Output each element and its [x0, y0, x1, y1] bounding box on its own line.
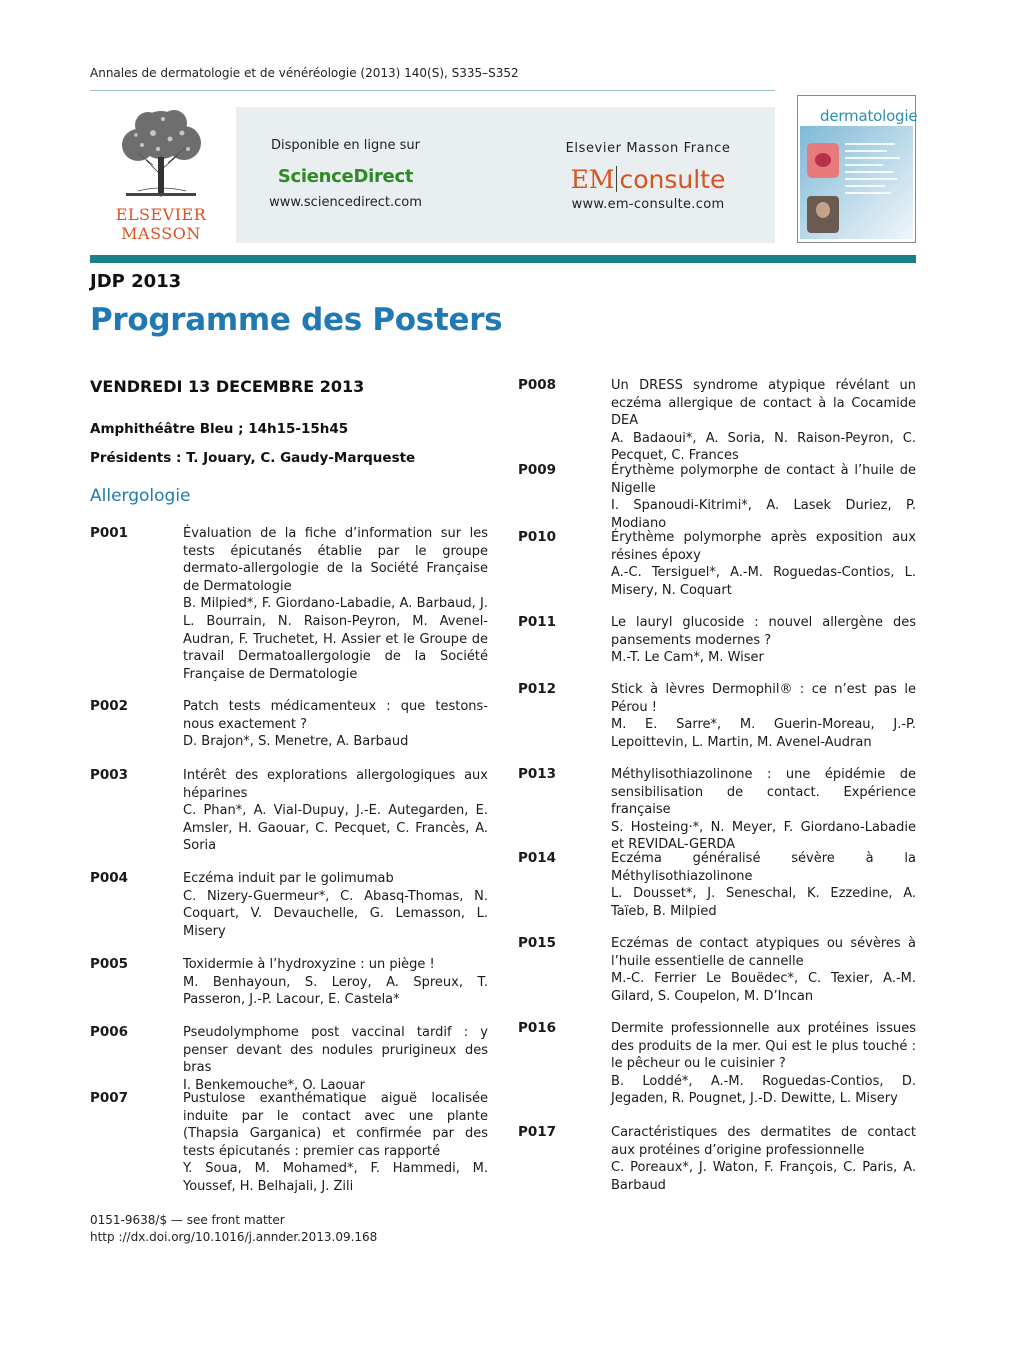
poster-authors: D. Brajon*, S. Menetre, A. Barbaud: [183, 734, 409, 750]
poster-title: Eczéma induit par le golimumab: [183, 871, 394, 886]
poster-text: [611, 850, 916, 920]
poster-text: [611, 529, 916, 599]
poster-title: Pustulose exanthématique aiguë localisée induite par le contact avec une plante (Thapsia Garganica) et confirmée par des tests épicutanés : premier cas rapporté: [183, 1091, 488, 1159]
sciencedirect-block: [236, 107, 455, 243]
elsevier-masson-logo: [108, 105, 214, 243]
availability-banner: [236, 107, 775, 243]
session-date: VENDREDI 13 DECEMBRE 2013: [90, 377, 365, 396]
poster-id: P003: [90, 767, 129, 783]
cover-contents-lines: [845, 143, 905, 199]
publisher-name-line1: ELSEVIER: [115, 205, 207, 224]
online-availability-label: Disponible en ligne sur: [270, 138, 421, 153]
publisher-name-line2: MASSON: [121, 224, 201, 243]
elsevier-tree-icon: [108, 105, 214, 201]
poster-title: Évaluation de la fiche d’information sur les tests épicutanés établie par le groupe dermato-allergologie de la Société Française de Dermatologie: [183, 526, 488, 594]
poster-text: [183, 525, 488, 683]
poster-title: Caractéristiques des dermatites de contact aux protéines d’origine professionnelle: [611, 1125, 916, 1158]
doi-link[interactable]: http ://dx.doi.org/10.1016/j.annder.2013.09.168: [90, 1230, 378, 1244]
header-rule: [90, 90, 775, 91]
poster-authors: M.-T. Le Cam*, M. Wiser: [611, 650, 764, 666]
sciencedirect-logo: ScienceDirect: [277, 166, 414, 187]
poster-title: Dermite professionnelle aux protéines issues des produits de la mer. Qui est le plus touché : le pêcheur ou le cuisinier ?: [611, 1021, 916, 1072]
poster-authors: C. Nizery-Guermeur*, C. Abasq-Thomas, N. Coquart, V. Devauchelle, G. Lemasson, L. Misery: [183, 888, 488, 939]
poster-authors: B. Milpied*, F. Giordano-Labadie, A. Barbaud, J. L. Bourrain, N. Raison-Peyron, M. Avenel-Audran, F. Truchetet, H. Assier et le Groupe de travail Dermatoallergologie de la Société Française de Dermatologie: [183, 596, 488, 682]
poster-text: [611, 462, 916, 532]
poster-authors: Y. Soua, M. Mohamed*, F. Hammedi, M. Youssef, H. Belhajali, J. Zili: [183, 1161, 488, 1194]
conference-label: JDP 2013: [90, 271, 182, 292]
poster-authors: A. Badaoui*, A. Soria, N. Raison-Peyron, C. Pecquet, C. Frances: [611, 430, 916, 464]
journal-citation: Annales de dermatologie et de vénéréologie (2013) 140(S), S335–S352: [90, 66, 519, 80]
poster-id: P008: [518, 377, 557, 393]
cover-masthead: [800, 98, 918, 125]
poster-title: Le lauryl glucoside : nouvel allergène des pansements modernes ?: [611, 615, 916, 648]
elsevier-masson-france-label: Elsevier Masson France: [565, 141, 731, 156]
poster-text: [611, 614, 916, 667]
poster-id: P016: [518, 1020, 557, 1036]
poster-id: P015: [518, 935, 557, 951]
poster-title: Toxidermie à l’hydroxyzine : un piège !: [183, 957, 435, 972]
poster-authors: C. Poreaux*, J. Waton, F. François, C. Paris, A. Barbaud: [611, 1160, 916, 1193]
em-consulte-logo-em: EM: [570, 165, 615, 194]
session-room: Amphithéâtre Bleu ; 14h15-15h45: [90, 421, 349, 437]
poster-title: Intérêt des explorations allergologiques aux héparines: [183, 768, 488, 801]
poster-id: P004: [90, 870, 129, 886]
poster-authors: M. E. Sarre*, M. Guerin-Moreau, J.-P. Lepoittevin, L. Martin, M. Avenel-Audran: [611, 717, 916, 750]
cover-artwork: [800, 126, 913, 239]
poster-authors: M.-C. Ferrier Le Bouëdec*, C. Texier, A.-M. Gilard, S. Coupelon, M. D’Incan: [611, 971, 916, 1004]
article-footer: [90, 1212, 377, 1246]
poster-text: [611, 935, 916, 1005]
poster-title: Eczéma généralisé sévère à la Méthylisothiazolinone: [611, 851, 916, 884]
poster-text: [611, 681, 916, 751]
poster-authors: L. Dousset*, J. Seneschal, K. Ezzedine, A. Taïeb, B. Milpied: [611, 886, 916, 919]
poster-id: P014: [518, 850, 557, 866]
issn-line: 0151-9638/$ — see front matter: [90, 1213, 285, 1227]
poster-authors: I. Benkemouche*, O. Laouar: [183, 1077, 366, 1093]
poster-id: P017: [518, 1124, 557, 1140]
poster-text: [611, 1020, 916, 1108]
poster-id: P009: [518, 462, 557, 478]
poster-id: P005: [90, 956, 129, 972]
poster-id: P001: [90, 525, 129, 541]
cover-photo-lips-icon: [807, 143, 839, 178]
poster-title: Patch tests médicamenteux : que testons-nous exactement ?: [183, 699, 488, 732]
poster-text: [183, 956, 488, 1009]
poster-id: P011: [518, 614, 557, 630]
poster-title: Érythème polymorphe de contact à l’huile de Nigelle: [611, 463, 916, 496]
poster-text: [611, 766, 916, 854]
poster-id: P012: [518, 681, 557, 697]
poster-title: Érythème polymorphe après exposition aux résines époxy: [611, 530, 916, 563]
poster-authors: M. Benhayoun, S. Leroy, A. Spreux, T. Passeron, J.-P. Lacour, E. Castela*: [183, 974, 488, 1008]
em-consulte-block: [530, 107, 766, 243]
poster-id: P007: [90, 1090, 129, 1106]
sciencedirect-link[interactable]: www.sciencedirect.com: [269, 195, 422, 210]
title-band: [90, 255, 916, 263]
poster-text: [183, 870, 488, 940]
poster-id: P002: [90, 698, 129, 714]
poster-title: Eczémas de contact atypiques ou sévères à l’huile essentielle de cannelle: [611, 936, 916, 969]
poster-id: P013: [518, 766, 557, 782]
poster-text: [183, 698, 488, 751]
poster-authors: S. Hosteing·*, N. Meyer, F. Giordano-Labadie et REVIDAL-GERDA: [611, 819, 916, 853]
page-title: Programme des Posters: [90, 302, 503, 338]
poster-title: Pseudolymphome post vaccinal tardif : y penser devant des nodules prurigineux des bras: [183, 1025, 488, 1076]
poster-text: [611, 377, 916, 465]
poster-authors: B. Loddé*, A.-M. Roguedas-Contios, D. Jegaden, R. Pougnet, J.-D. Dewitte, L. Misery: [611, 1073, 916, 1107]
poster-text: [183, 1090, 488, 1196]
em-consulte-link[interactable]: www.em-consulte.com: [571, 197, 725, 212]
poster-text: [183, 767, 488, 855]
cover-photo-portrait-icon: [807, 196, 839, 233]
poster-id: P010: [518, 529, 557, 545]
em-consulte-logo-consulte: consulte: [619, 165, 726, 194]
cover-title: dermatologie: [820, 107, 918, 125]
journal-cover-thumbnail: [797, 95, 916, 243]
em-consulte-logo: [530, 165, 766, 194]
poster-text: [183, 1024, 488, 1094]
poster-authors: I. Spanoudi-Kitrimi*, A. Lasek Duriez, P. Modiano: [611, 498, 916, 531]
poster-authors: C. Phan*, A. Vial-Dupuy, J.-E. Autegarden, E. Amsler, H. Gaouar, C. Pecquet, C. Francès, A. Soria: [183, 803, 488, 854]
em-consulte-separator: [616, 166, 617, 192]
poster-title: Stick à lèvres Dermophil® : ce n’est pas le Pérou !: [611, 682, 916, 715]
poster-text: [611, 1124, 916, 1194]
poster-authors: A.-C. Tersiguel*, A.-M. Roguedas-Contios, L. Misery, N. Coquart: [611, 565, 916, 598]
poster-title: Méthylisothiazolinone : une épidémie de sensibilisation de contact. Expérience française: [611, 767, 916, 818]
poster-id: P006: [90, 1024, 129, 1040]
section-heading: Allergologie: [90, 486, 191, 506]
poster-title: Un DRESS syndrome atypique révélant un eczéma allergique de contact à la Cocamide DEA: [611, 378, 916, 429]
session-chairs: Présidents : T. Jouary, C. Gaudy-Marqueste: [90, 450, 416, 466]
